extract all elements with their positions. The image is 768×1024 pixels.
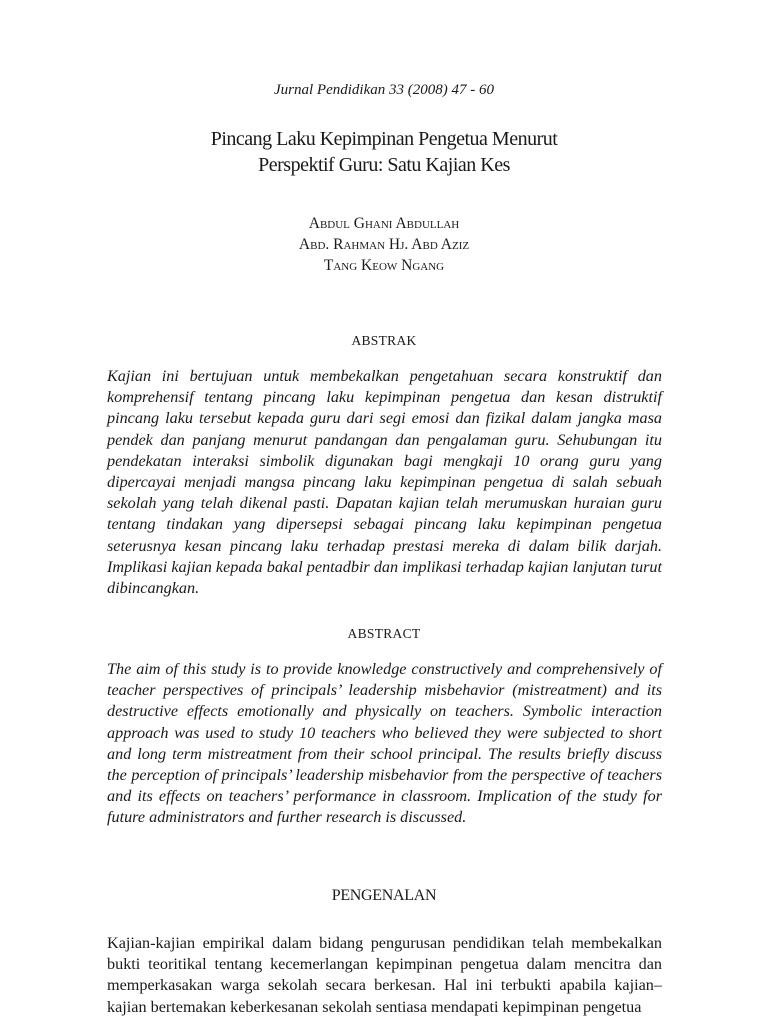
author-name: Abdul Ghani Abdullah: [308, 215, 460, 232]
abstrak-paragraph: Kajian ini bertujuan untuk membekalkan pengetahuan secara konstruktif dan komprehensif tentang pincang laku kepimpinan pengetua dan kesan distruktif pincang laku tersebut kepada guru dari segi emosi dan fizikal dalam jangka masa pendek dan panjang menurut pandangan dan pengalaman guru. Sehubungan itu pendekatan interaksi simbolik digunakan bagi mengkaji 10 orang guru yang dipercayai menjadi mangsa pincang laku kepimpinan pengetua di salah sebuah sekolah yang telah dikenal pasti. Dapatan kajian telah merumuskan huraian guru tentang tindakan yang dipersepsi sebagai pincang laku kepimpinan pengetua seterusnya kesan pincang laku terhadap prestasi mereka di dalam bilik darjah. Implikasi kajian kepada bakal pentadbir dan implikasi terhadap kajian lanjutan turut dibincangkan.: [107, 367, 662, 598]
author-list: [0, 213, 768, 276]
journal-citation: Jurnal Pendidikan 33 (2008) 47 - 60: [274, 82, 494, 98]
abstract-heading: ABSTRACT: [347, 626, 421, 641]
abstrak-heading: ABSTRAK: [351, 333, 417, 348]
pengenalan-heading: PENGENALAN: [331, 887, 437, 904]
abstract-paragraph: The aim of this study is to provide knowledge constructively and comprehensively of teacher perspectives of principals’ leadership misbehavior (mistreatment) and its destructive effects emotionally and physically on teachers. Symbolic interaction approach was used to study 10 teachers who believed they were subjected to short and long term mistreatment from their school principal. The results briefly discuss the perception of principals’ leadership misbehavior from the perspective of teachers and its effects on teachers’ performance in classroom. Implication of the study for future administrators and further research is discussed.: [107, 660, 662, 827]
pengenalan-paragraph: Kajian-kajian empirikal dalam bidang pengurusan pendidikan telah membekalkan bukti teoritikal tentang kecemerlangan kepimpinan pengetua dalam mencitra dan memperkasakan warga sekolah secara berkesan. Hal ini terbukti apabila kajian–kajian bertemakan keberkesanan sekolah sentiasa mendapati kepimpinan pengetua: [107, 934, 662, 1016]
title-line-2: Perspektif Guru: Satu Kajian Kes: [258, 154, 510, 176]
author-name: Abd. Rahman Hj. Abd Aziz: [298, 236, 470, 253]
title-line-1: Pincang Laku Kepimpinan Pengetua Menurut: [210, 128, 558, 150]
author-name: Tang Keow Ngang: [323, 257, 445, 274]
article-title: [0, 126, 768, 178]
